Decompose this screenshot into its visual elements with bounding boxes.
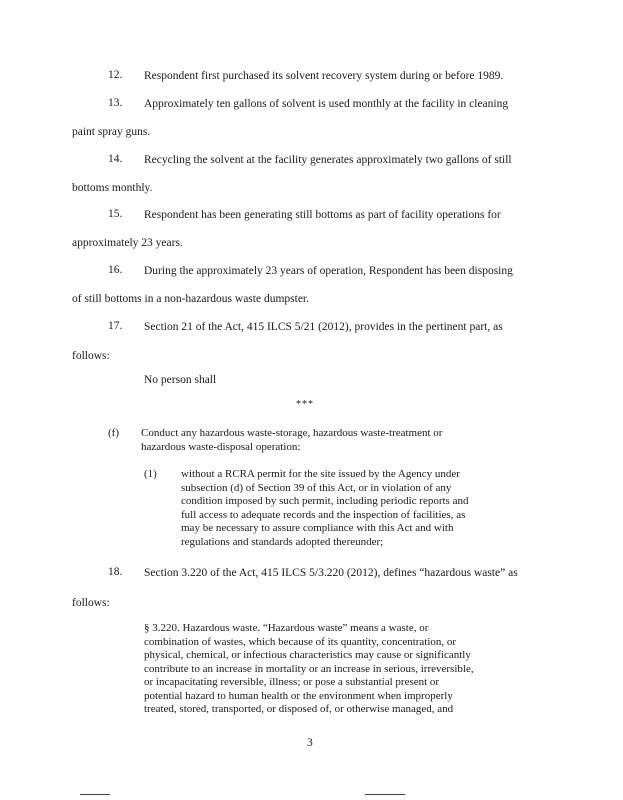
paragraph-number: 15. — [108, 208, 123, 220]
paragraph-text: During the approximately 23 years of operation, Respondent has been disposing — [144, 265, 513, 277]
paragraph-number: 14. — [108, 153, 123, 165]
paragraph-number: 16. — [108, 264, 123, 276]
paragraph-text: paint spray guns. — [72, 126, 151, 138]
scan-artifact — [365, 794, 405, 795]
paragraph-text: follows: — [72, 597, 110, 609]
scan-artifact — [80, 794, 110, 795]
ellipsis-marker: *** — [296, 399, 314, 410]
paragraph-text: Respondent has been generating still bottoms as part of facility operations for — [144, 209, 501, 221]
paragraph-text: of still bottoms in a non-hazardous waste dumpster. — [72, 293, 309, 305]
paragraph-number: 13. — [108, 97, 123, 109]
definition-quote: § 3.220. Hazardous waste. “Hazardous waste” means a waste, or combination of wastes, which because of its quantity, concentration, or physical, chemical, or infectious characteristics may cause or significantly contribute to an increase in mortality or an increase in serious, irreversible, or incapacitating reversible, illness; or pose a substantial present or potential hazard to human health or the environment when improperly treated, stored, transported, or disposed of, or otherwise managed, and — [144, 622, 474, 715]
page-number: 3 — [307, 737, 313, 749]
item-f-text: Conduct any hazardous waste-storage, hazardous waste-treatment or hazardous waste-disposal operation: — [141, 427, 443, 453]
item-1-label: (1) — [144, 468, 157, 480]
paragraph-text: bottoms monthly. — [72, 182, 153, 194]
quote-intro: No person shall — [144, 374, 217, 386]
item-1-text: without a RCRA permit for the site issued by the Agency under subsection (d) of Section 39 of this Act, or in violation of any condition imposed by such permit, including periodic reports and full access to adequate records and the inspection of facilities, as may be necessary to assure compliance with this Act and with regulations and standards adopted thereunder; — [181, 468, 469, 548]
item-f-label: (f) — [108, 427, 119, 439]
paragraph-text: Respondent first purchased its solvent recovery system during or before 1989. — [144, 70, 504, 82]
paragraph-text: Section 3.220 of the Act, 415 ILCS 5/3.220 (2012), defines “hazardous waste” as — [144, 567, 518, 579]
paragraph-text: Recycling the solvent at the facility generates approximately two gallons of still — [144, 154, 512, 166]
paragraph-number: 12. — [108, 69, 123, 81]
paragraph-number: 17. — [108, 320, 123, 332]
paragraph-text: Approximately ten gallons of solvent is used monthly at the facility in cleaning — [144, 98, 509, 110]
paragraph-text: follows: — [72, 350, 110, 362]
paragraph-text: approximately 23 years. — [72, 237, 183, 249]
paragraph-text: Section 21 of the Act, 415 ILCS 5/21 (2012), provides in the pertinent part, as — [144, 321, 503, 333]
paragraph-number: 18. — [108, 566, 123, 578]
